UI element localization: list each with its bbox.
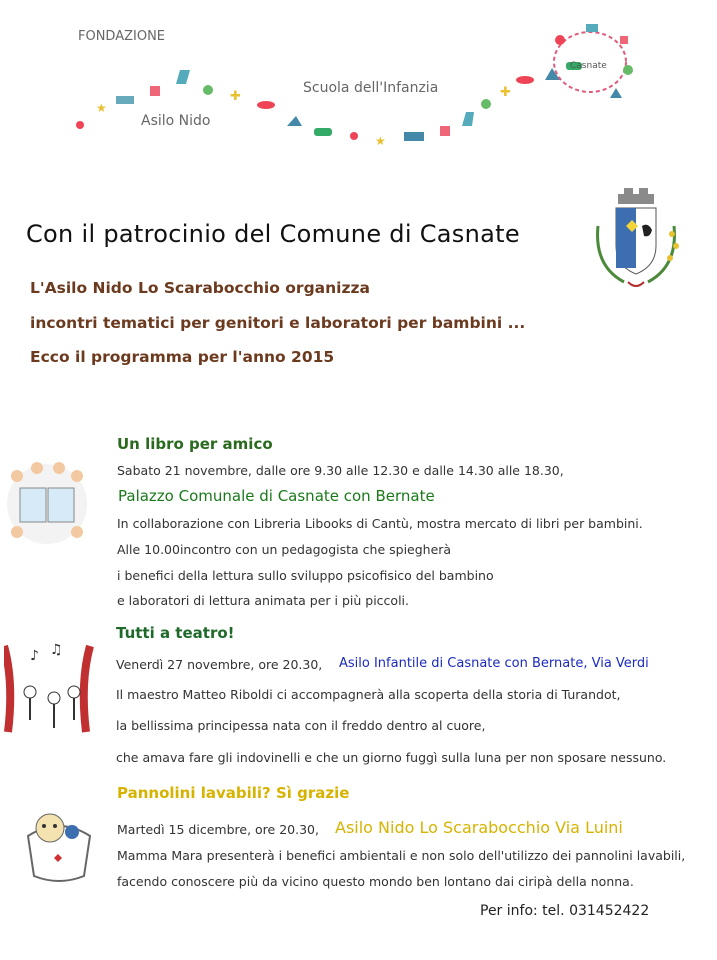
event-2-line-3: che amava fare gli indovinelli e che un giorno fuggì sulla luna per non sposare nessuno. [116, 750, 667, 765]
intro-line-3: Ecco il programma per l'anno 2015 [30, 348, 335, 366]
contact-info: Per info: tel. 031452422 [480, 903, 650, 919]
theatre-icon [4, 642, 94, 742]
intro-line-1: L'Asilo Nido Lo Scarabocchio organizza [30, 279, 370, 297]
event-2-line-2: la bellissima principessa nata con il freddo dentro al cuore, [116, 718, 486, 733]
svg-text:★: ★ [96, 101, 107, 115]
event-2-title: Tutti a teatro! [116, 624, 235, 642]
baby-diaper-illustration [24, 806, 94, 886]
book-children-illustration [2, 458, 92, 550]
logo-ring-icon [540, 20, 640, 100]
svg-text:★: ★ [375, 134, 386, 148]
event-3-line-1: Mamma Mara presenterà i benefici ambientali e non solo dell'utilizzo dei pannolini lavabili, [117, 848, 686, 863]
asilo-infantile-logo [540, 20, 640, 100]
intro-line-2: incontri tematici per genitori e laboratori per bambini ... [30, 314, 526, 332]
fondazione-label: FONDAZIONE [78, 29, 166, 44]
theatre-children-illustration [4, 642, 94, 742]
event-2-line-1: Il maestro Matteo Riboldi ci accompagnerà alla scoperta della storia di Turandot, [116, 687, 621, 702]
event-1-line-2: Alle 10.00incontro con un pedagogista che spiegherà [117, 542, 452, 557]
event-2-place: Asilo Infantile di Casnate con Bernate, Via Verdi [339, 656, 649, 671]
event-2-when: Venerdì 27 novembre, ore 20.30, [116, 657, 323, 672]
svg-text:♫: ♫ [50, 642, 63, 658]
event-3-place: Asilo Nido Lo Scarabocchio Via Luini [335, 818, 623, 837]
event-1-title: Un libro per amico [117, 435, 273, 453]
svg-text:Casnate: Casnate [570, 61, 607, 71]
toy-wave-icons [76, 62, 582, 148]
asilo-nido-label: Asilo Nido [141, 113, 211, 129]
book-icon [2, 458, 92, 550]
scuola-infanzia-label: Scuola dell'Infanzia [303, 80, 439, 96]
event-1-when: Sabato 21 novembre, dalle ore 9.30 alle 12.30 e dalle 14.30 alle 18.30, [117, 463, 564, 478]
event-3-line-2: facendo conoscere più da vicino questo mondo ben lontano dai ciripà della nonna. [117, 874, 634, 889]
event-3-title: Pannolini lavabili? Sì grazie [117, 784, 350, 802]
comune-coat-of-arms [588, 186, 684, 298]
coat-of-arms-icon [588, 186, 684, 298]
patronage-title: Con il patrocinio del Comune di Casnate [26, 220, 520, 248]
event-1-line-4: e laboratori di lettura animata per i più piccoli. [117, 593, 409, 608]
event-1-place: Palazzo Comunale di Casnate con Bernate [118, 487, 435, 505]
svg-text:✚: ✚ [230, 89, 241, 104]
svg-text:✚: ✚ [500, 85, 511, 100]
diaper-icon [24, 806, 94, 886]
event-1-line-1: In collaborazione con Libreria Libooks di Cantù, mostra mercato di libri per bambini. [117, 516, 643, 531]
svg-text:♪: ♪ [30, 648, 39, 664]
event-1-line-3: i benefici della lettura sullo sviluppo psicofisico del bambino [117, 568, 494, 583]
event-3-when: Martedì 15 dicembre, ore 20.30, [117, 822, 319, 837]
